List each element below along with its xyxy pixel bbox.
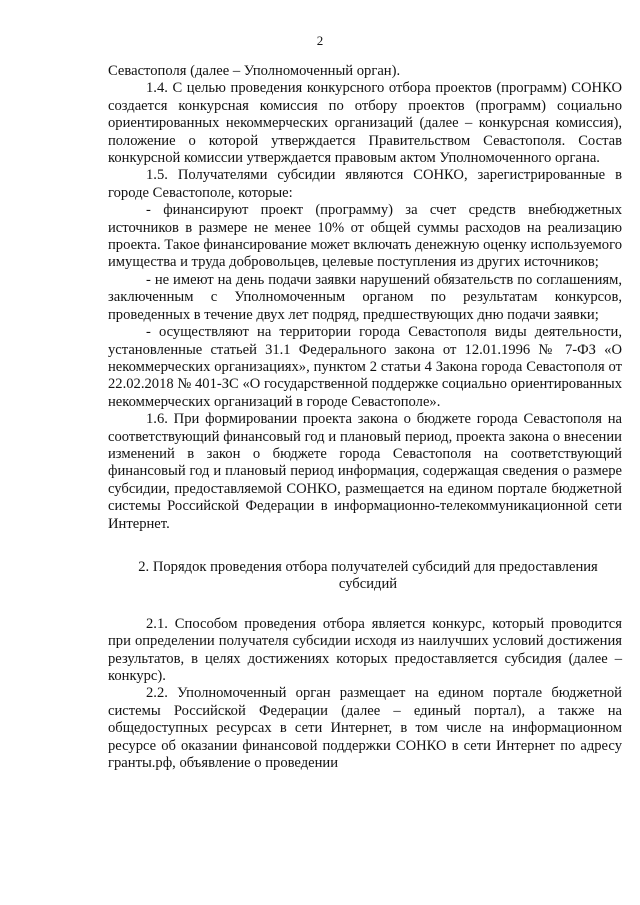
paragraph-2-2: 2.2. Уполномоченный орган размещает на едином портале бюджетной системы Российской Федерации (далее – единый портал), а также на общедоступных ресурсах в сети Интернет, в том числе на информационном ресурсе об оказании финансовой поддержки СОНКО в сети Интернет по адресу гранты.рф, объявление о проведении (108, 685, 622, 772)
document-body (108, 63, 622, 772)
spacer (108, 594, 622, 616)
paragraph-1-5: 1.5. Получателями субсидии являются СОНКО, зарегистрированные в городе Севастополе, которые: (108, 167, 622, 201)
page-number: 2 (316, 33, 324, 48)
paragraph-1-4: 1.4. С целью проведения конкурсного отбора проектов (программ) СОНКО создается конкурсная комиссия по отбору проектов (программ) социально ориентированных некоммерческих организаций (далее – конкурсная комиссия), положение о которой утверждается Правительством Севастополя. Состав конкурсной комиссии утверждается правовым актом Уполномоченного органа. (108, 80, 622, 167)
spacer (108, 533, 622, 559)
paragraph-2-1: 2.1. Способом проведения отбора является конкурс, который проводится при определении получателя субсидии исходя из наилучших условий достижения результатов, в целях достижениях которых предоставляется субсидия (далее – конкурс). (108, 615, 622, 684)
section-heading: 2. Порядок проведения отбора получателей субсидий для предоставления субсидий (138, 558, 598, 593)
paragraph-1-6: 1.6. При формировании проекта закона о бюджете города Севастополя на соответствующий финансовый год и плановый период, проекта закона о внесении изменений в закон о бюджете города Севастополя на соответствующий финансовый год и плановый период информация, содержащая сведения о размере субсидии, предоставляемой СОНКО, размещается на едином портале бюджетной системы Российской Федерации в информационно-телекоммуникационной сети Интернет. (108, 411, 622, 532)
list-item-activities: - осуществляют на территории города Севастополя виды деятельности, установленные статьей 31.1 Федерального закона от 12.01.1996 № 7-ФЗ «О некоммерческих организациях», пунктом 2 статьи 4 Закона города Севастополя от 22.02.2018 № 401-ЗС «О государственной поддержке социально ориентированных некоммерческих организаций в городе Севастополе». (108, 324, 622, 410)
paragraph-continuation: Севастополя (далее – Уполномоченный орган). (108, 63, 401, 79)
list-item-financing: - финансируют проект (программу) за счет средств внебюджетных источников в размере не менее 10% от общей суммы расходов на реализацию проекта. Такое финансирование может включать денежную оценку используемого имущества и труда добровольцев, целевые поступления из других источников; (108, 202, 622, 271)
list-item-no-violations: - не имеют на день подачи заявки нарушений обязательств по соглашениям, заключенным с Уполномоченным органом по результатам конкурсов, проведенных в течение двух лет подряд, предшествующих дню подачи заявки; (108, 271, 622, 323)
